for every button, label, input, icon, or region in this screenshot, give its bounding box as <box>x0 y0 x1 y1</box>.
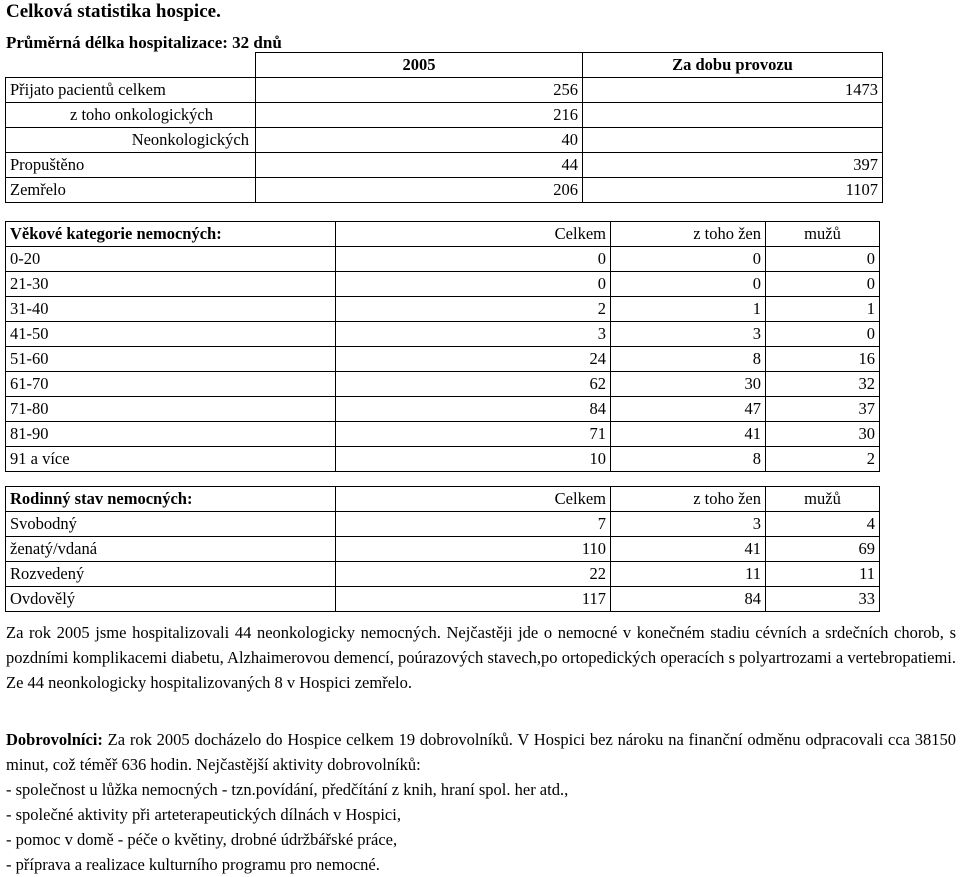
row-label: 81-90 <box>6 422 336 447</box>
table-row <box>6 562 880 587</box>
cell-women: 8 <box>611 347 766 372</box>
volunteers-section <box>6 727 956 877</box>
neonkologicky-paragraph: Za rok 2005 jsme hospitalizovali 44 neonkologicky nemocných. Nejčastěji jde o nemocné v konečném stadiu cévních a srdečních chorob, s pozdními komplikacemi diabetu, Alzhaimerovou demencí, poúrazových stavech,po ortopedických operacích s polyartrozami a vertebropatiemi. Ze 44 neonkologicky hospitalizovaných 8 v Hospici zemřelo. <box>6 623 956 692</box>
cell-total: 24 <box>336 347 611 372</box>
row-label: ženatý/vdaná <box>6 537 336 562</box>
cell-2005: 256 <box>256 78 583 103</box>
cell-women: 1 <box>611 297 766 322</box>
table-row <box>6 272 880 297</box>
cell-women: 3 <box>611 512 766 537</box>
cell-total <box>583 128 883 153</box>
table-row <box>6 347 880 372</box>
volunteers-text: Za rok 2005 docházelo do Hospice celkem 19 dobrovolníků. V Hospici bez nároku na finanční odměnu odpracovali cca 38150 minut, což téměř 636 hodin. Nejčastější aktivity dobrovolníků: <box>6 730 956 774</box>
row-label: Svobodný <box>6 512 336 537</box>
cell-2005: 216 <box>256 103 583 128</box>
row-label: z toho onkologických <box>6 103 256 128</box>
age-categories-table <box>5 221 880 472</box>
cell-2005: 44 <box>256 153 583 178</box>
cell-men: 11 <box>766 562 880 587</box>
row-label: Přijato pacientů celkem <box>6 78 256 103</box>
admissions-table <box>5 52 883 203</box>
table-row <box>6 397 880 422</box>
average-stay-heading: Průměrná délka hospitalizace: 32 dnů <box>6 33 282 52</box>
row-label: Zemřelo <box>6 178 256 203</box>
table-row <box>6 178 883 203</box>
column-header-women: z toho žen <box>611 487 766 512</box>
row-label: 21-30 <box>6 272 336 297</box>
table-row <box>6 512 880 537</box>
cell-total: 397 <box>583 153 883 178</box>
volunteers-label: Dobrovolníci: <box>6 730 103 749</box>
cell-men: 16 <box>766 347 880 372</box>
cell-men: 0 <box>766 272 880 297</box>
table-row <box>6 103 883 128</box>
table-corner-cell <box>6 53 256 78</box>
row-label: 61-70 <box>6 372 336 397</box>
row-label: Ovdovělý <box>6 587 336 612</box>
cell-men: 30 <box>766 422 880 447</box>
cell-men: 0 <box>766 322 880 347</box>
cell-total: 71 <box>336 422 611 447</box>
cell-total: 3 <box>336 322 611 347</box>
cell-women: 11 <box>611 562 766 587</box>
list-item: - společné aktivity při arteterapeutických dílnách v Hospici, <box>6 805 401 824</box>
age-section-heading: Věkové kategorie nemocných: <box>6 222 336 247</box>
cell-total: 1107 <box>583 178 883 203</box>
list-item: - společnost u lůžka nemocných - tzn.povídání, předčítání z knih, hraní spol. her atd., <box>6 780 569 799</box>
table-header-row <box>6 487 880 512</box>
column-header-2005: 2005 <box>256 53 583 78</box>
row-label: 71-80 <box>6 397 336 422</box>
cell-women: 41 <box>611 537 766 562</box>
table-row <box>6 322 880 347</box>
cell-men: 32 <box>766 372 880 397</box>
table-header-row <box>6 222 880 247</box>
cell-men: 69 <box>766 537 880 562</box>
cell-total: 22 <box>336 562 611 587</box>
table-row <box>6 153 883 178</box>
family-status-table <box>5 486 880 612</box>
cell-men: 1 <box>766 297 880 322</box>
family-section-heading: Rodinný stav nemocných: <box>6 487 336 512</box>
column-header-total: Celkem <box>336 487 611 512</box>
table-row <box>6 372 880 397</box>
row-label: Propuštěno <box>6 153 256 178</box>
row-label: 0-20 <box>6 247 336 272</box>
cell-total: 10 <box>336 447 611 472</box>
column-header-men: mužů <box>766 487 880 512</box>
cell-2005: 40 <box>256 128 583 153</box>
column-header-total: Celkem <box>336 222 611 247</box>
row-label: 91 a více <box>6 447 336 472</box>
row-label: Neonkologických <box>6 128 256 153</box>
cell-men: 4 <box>766 512 880 537</box>
cell-women: 47 <box>611 397 766 422</box>
cell-total: 7 <box>336 512 611 537</box>
cell-men: 0 <box>766 247 880 272</box>
row-label: Rozvedený <box>6 562 336 587</box>
cell-women: 30 <box>611 372 766 397</box>
table-row <box>6 78 883 103</box>
row-label: 51-60 <box>6 347 336 372</box>
table-row <box>6 297 880 322</box>
cell-women: 41 <box>611 422 766 447</box>
cell-women: 8 <box>611 447 766 472</box>
cell-women: 3 <box>611 322 766 347</box>
cell-women: 0 <box>611 247 766 272</box>
column-header-men: mužů <box>766 222 880 247</box>
table-row <box>6 422 880 447</box>
cell-total: 2 <box>336 297 611 322</box>
cell-men: 37 <box>766 397 880 422</box>
table-row <box>6 587 880 612</box>
table-row <box>6 447 880 472</box>
cell-total: 0 <box>336 272 611 297</box>
table-row <box>6 537 880 562</box>
table-row <box>6 247 880 272</box>
column-header-total: Za dobu provozu <box>583 53 883 78</box>
cell-men: 33 <box>766 587 880 612</box>
list-item: - pomoc v domě - péče o květiny, drobné údržbářské práce, <box>6 830 398 849</box>
document-title: Celková statistika hospice. <box>6 1 221 22</box>
cell-total: 0 <box>336 247 611 272</box>
cell-women: 0 <box>611 272 766 297</box>
table-header-row <box>6 53 883 78</box>
cell-total: 84 <box>336 397 611 422</box>
cell-2005: 206 <box>256 178 583 203</box>
cell-total: 117 <box>336 587 611 612</box>
cell-total: 1473 <box>583 78 883 103</box>
cell-total: 110 <box>336 537 611 562</box>
cell-total: 62 <box>336 372 611 397</box>
cell-men: 2 <box>766 447 880 472</box>
cell-total <box>583 103 883 128</box>
column-header-women: z toho žen <box>611 222 766 247</box>
row-label: 41-50 <box>6 322 336 347</box>
table-row <box>6 128 883 153</box>
cell-women: 84 <box>611 587 766 612</box>
list-item: - příprava a realizace kulturního programu pro nemocné. <box>6 855 380 874</box>
row-label: 31-40 <box>6 297 336 322</box>
